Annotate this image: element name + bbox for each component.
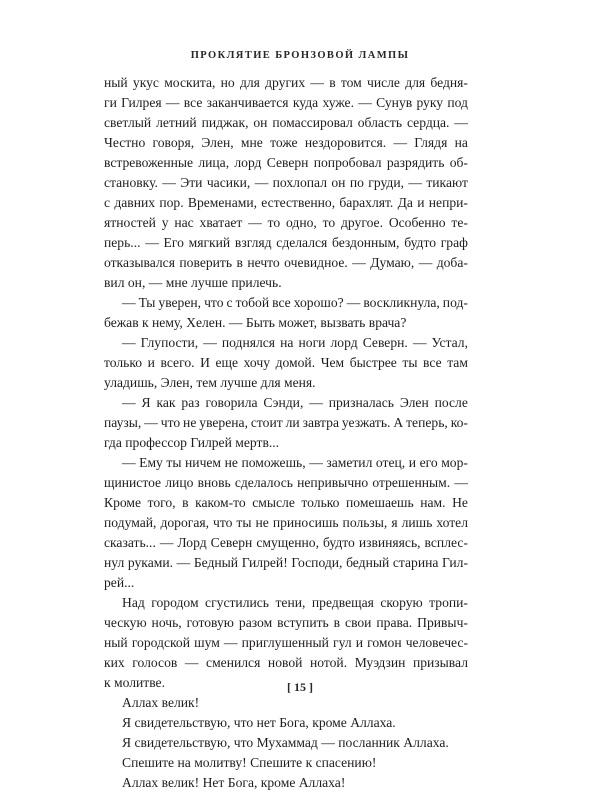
running-title: ПРОКЛЯТИЕ БРОНЗОВОЙ ЛАМПЫ [190, 50, 410, 61]
text-line: ги Гилрея — все заканчивается куда хуже. — Сунув руку под [104, 95, 468, 110]
text-line: Кроме того, в каком-то смысле только помешаешь нам. Не [104, 495, 468, 510]
text-line: перь... — Его мягкий взгляд сделался бездонным, будто граф [104, 235, 468, 250]
text-line: ких голосов — сменился новой нотой. Муэдзин призывал [104, 655, 468, 670]
text-line: Я свидетельствую, что нет Бога, кроме Аллаха. [122, 715, 396, 730]
text-line: ный городской шум — приглушенный гул и гомон человечес- [104, 635, 468, 650]
text-line: — Глупости, — поднялся на ноги лорд Северн. — Устал, [122, 335, 468, 350]
text-line: Я свидетельствую, что Мухаммад — посланник Аллаха. [122, 735, 449, 750]
text-line: ный укус москита, но для других — в том числе для бедня- [104, 75, 468, 90]
text-line: — Ты уверен, что с тобой все хорошо? — воскликнула, под- [122, 295, 468, 310]
text-line: сказать... — Лорд Северн смущенно, будто извиняясь, всплес- [104, 535, 468, 550]
text-line: вил он, — мне лучше прилечь. [104, 275, 282, 290]
text-line: Честно говоря, Элен, мне тоже нездоровится. — Глядя на [104, 135, 468, 150]
text-line: ческую ночь, готовую разом вступить в свои права. Привыч- [104, 615, 468, 630]
text-line: Над городом сгустились тени, предвещая скорую тропи- [122, 595, 468, 610]
text-line: становку. — Эти часики, — похлопал он по груди, — тикают [104, 175, 468, 190]
text-line: уладишь, Элен, тем лучше для меня. [104, 375, 316, 390]
text-line: Аллах велик! [122, 695, 200, 710]
text-line: нул руками. — Бедный Гилрей! Господи, бедный старина Гил- [104, 555, 468, 570]
text-line: — Я как раз говорила Сэнди, — призналась Элен после [122, 395, 468, 410]
text-line: светлый летний пиджак, он помассировал область сердца. — [104, 115, 468, 130]
text-line: ятностей у нас хватает — то одно, то другое. Особенно те- [104, 215, 468, 230]
text-line: гда профессор Гилрей мертв... [104, 435, 280, 450]
text-line: к молитве. [104, 675, 165, 690]
text-line: с давних пор. Временами, естественно, барахлят. Да и непри- [104, 195, 468, 210]
text-line: рей... [104, 575, 135, 590]
text-line: подумай, дорогая, что ты не приносишь пользы, я лишь хотел [104, 515, 468, 530]
text-line: встревоженные лица, лорд Северн попробовал разрядить об- [104, 155, 468, 170]
page-number: [ 15 ] [287, 680, 313, 694]
text-line: — Ему ты ничем не поможешь, — заметил отец, и его мор- [122, 455, 468, 470]
text-line: щинистое лицо вновь сделалось непривычно отрешенным. — [104, 475, 468, 490]
text-line: бежав к нему, Хелен. — Быть может, вызвать врача? [104, 315, 407, 330]
text-line: отказывался поверить в нечто очевидное. — Думаю, — доба- [104, 255, 468, 270]
text-line: только и всего. И еще хочу домой. Чем быстрее ты все там [104, 355, 468, 370]
text-line: Спешите на молитву! Спешите к спасению! [122, 755, 377, 770]
text-line: Аллах велик! Нет Бога, кроме Аллаха! [122, 775, 346, 790]
text-line: паузы, — что не уверена, стоит ли завтра уезжать. А теперь, ко- [104, 415, 468, 430]
